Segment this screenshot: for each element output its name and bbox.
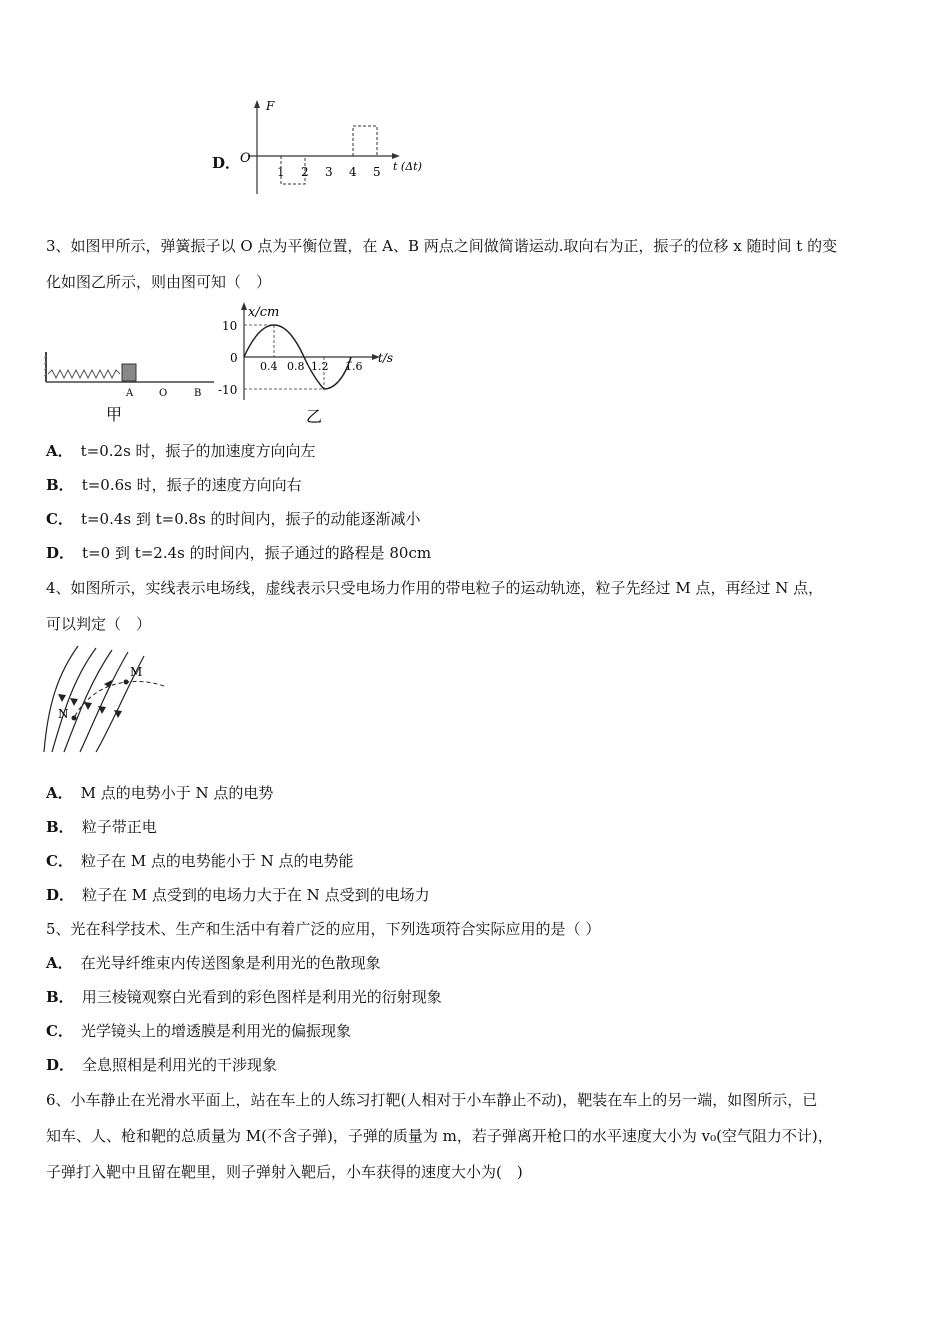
q3-y-tick-0: 0 bbox=[230, 351, 238, 365]
q3-option-b-text: t=0.6s 时，振子的速度方向向右 bbox=[81, 476, 302, 494]
q5-option-d[interactable] bbox=[46, 1055, 277, 1075]
q5-option-a-label: A． bbox=[46, 954, 73, 972]
q3-option-d[interactable] bbox=[46, 543, 431, 563]
q4-option-b-label: B． bbox=[46, 818, 74, 836]
q3-figure-jia bbox=[44, 350, 216, 426]
q3-option-a-label: A． bbox=[46, 442, 73, 460]
q5-option-d-label: D． bbox=[46, 1056, 75, 1074]
q3-option-c-text: t=0.4s 到 t=0.8s 的时间内，振子的动能逐渐减小 bbox=[80, 510, 421, 528]
q2-origin-label: O bbox=[240, 151, 251, 166]
q5-option-a-text: 在光导纤维束内传送图象是利用光的色散现象 bbox=[80, 954, 381, 972]
oscillator-block bbox=[122, 364, 136, 381]
q3-point-b: B bbox=[194, 388, 202, 399]
q3-x-tick-12: 1.2 bbox=[311, 360, 329, 373]
q4-option-b[interactable] bbox=[46, 817, 157, 837]
q4-electric-field-figure bbox=[40, 644, 170, 756]
q3-fig-yi-label: 乙 bbox=[306, 407, 323, 426]
q3-x-tick-16: 1.6 bbox=[345, 360, 363, 373]
q2-x-axis-label: t (Δt) bbox=[393, 160, 422, 173]
q3-point-a: A bbox=[126, 388, 134, 399]
q3-point-o: O bbox=[159, 388, 168, 399]
q4-stem-line2: 可以判定（ ） bbox=[46, 615, 152, 633]
q6-stem-line3: 子弹打入靶中且留在靶里，则子弹射入靶后，小车获得的速度大小为( ) bbox=[46, 1163, 523, 1181]
q4-option-c-text: 粒子在 M 点的电势能小于 N 点的电势能 bbox=[80, 852, 354, 870]
q4-option-d-label: D． bbox=[46, 886, 75, 904]
q3-option-d-label: D． bbox=[46, 544, 75, 562]
q3-x-tick-04: 0.4 bbox=[260, 360, 278, 373]
q4-option-c[interactable] bbox=[46, 851, 354, 871]
q5-option-b[interactable] bbox=[46, 987, 442, 1007]
q2-tick-1: 1 bbox=[277, 165, 285, 179]
q4-point-n-label: N bbox=[58, 707, 69, 721]
q2-tick-5: 5 bbox=[373, 165, 381, 179]
q4-option-c-label: C． bbox=[46, 852, 73, 870]
q3-option-c[interactable] bbox=[46, 509, 421, 529]
q5-option-b-text: 用三棱镜观察白光看到的彩色图样是利用光的衍射现象 bbox=[81, 988, 442, 1006]
q3-option-a[interactable] bbox=[46, 441, 316, 461]
spring-icon bbox=[48, 370, 120, 378]
q3-y-tick-10: 10 bbox=[222, 319, 238, 333]
q3-option-b-label: B． bbox=[46, 476, 74, 494]
q3-option-a-text: t=0.2s 时，振子的加速度方向向左 bbox=[80, 442, 316, 460]
q5-option-b-label: B． bbox=[46, 988, 74, 1006]
q5-option-c-label: C． bbox=[46, 1022, 73, 1040]
q4-option-a-text: M 点的电势小于 N 点的电势 bbox=[80, 784, 274, 802]
q4-point-m-label: M bbox=[130, 665, 143, 679]
q3-x-axis-label: t/s bbox=[378, 351, 394, 365]
q6-stem-line2: 知车、人、枪和靶的总质量为 M(不含子弹)，子弹的质量为 m，若子弹离开枪口的水平速度大小为 v₀(空气阻力不计)， bbox=[46, 1127, 833, 1145]
q3-y-axis-label: x/cm bbox=[248, 305, 280, 320]
q2-tick-3: 3 bbox=[325, 165, 333, 179]
q3-option-d-text: t=0 到 t=2.4s 的时间内，振子通过的路程是 80cm bbox=[82, 544, 432, 562]
q4-option-a[interactable] bbox=[46, 783, 273, 803]
q4-option-a-label: A． bbox=[46, 784, 73, 802]
q3-stem-line1: 3、如图甲所示，弹簧振子以 O 点为平衡位置，在 A、B 两点之间做简谐运动.取向右为正，振子的位移 x 随时间 t 的变 bbox=[46, 237, 838, 255]
q4-option-b-text: 粒子带正电 bbox=[81, 818, 157, 836]
q5-stem: 5、光在科学技术、生产和生活中有着广泛的应用，下列选项符合实际应用的是（ ） bbox=[46, 920, 601, 938]
q5-option-a[interactable] bbox=[46, 953, 381, 973]
q3-stem-line2: 化如图乙所示，则由图可知（ ） bbox=[46, 273, 272, 291]
q3-y-tick-neg10: -10 bbox=[218, 383, 238, 397]
q3-option-c-label: C． bbox=[46, 510, 73, 528]
q4-option-d-text: 粒子在 M 点受到的电场力大于在 N 点受到的电场力 bbox=[82, 886, 430, 904]
q2-y-axis-label: F bbox=[266, 99, 275, 113]
q4-option-d[interactable] bbox=[46, 885, 430, 905]
q2-force-time-graph bbox=[230, 98, 445, 198]
q5-option-d-text: 全息照相是利用光的干涉现象 bbox=[82, 1056, 278, 1074]
q3-figure-yi bbox=[216, 300, 400, 428]
q5-option-c[interactable] bbox=[46, 1021, 351, 1041]
q2-tick-2: 2 bbox=[301, 165, 309, 179]
q3-option-b[interactable] bbox=[46, 475, 302, 495]
q6-stem-line1: 6、小车静止在光滑水平面上，站在车上的人练习打靶(人相对于小车静止不动)，靶装在车上的另一端，如图所示，已 bbox=[46, 1091, 818, 1109]
q5-option-c-text: 光学镜头上的增透膜是利用光的偏振现象 bbox=[80, 1022, 351, 1040]
q3-fig-jia-label: 甲 bbox=[106, 405, 123, 424]
q2-tick-4: 4 bbox=[349, 165, 357, 179]
q3-x-tick-08: 0.8 bbox=[287, 360, 305, 373]
q4-stem-line1: 4、如图所示，实线表示电场线，虚线表示只受电场力作用的带电粒子的运动轨迹，粒子先经过 M 点，再经过 N 点， bbox=[46, 579, 824, 597]
q2-option-d-label: D． bbox=[212, 154, 241, 172]
